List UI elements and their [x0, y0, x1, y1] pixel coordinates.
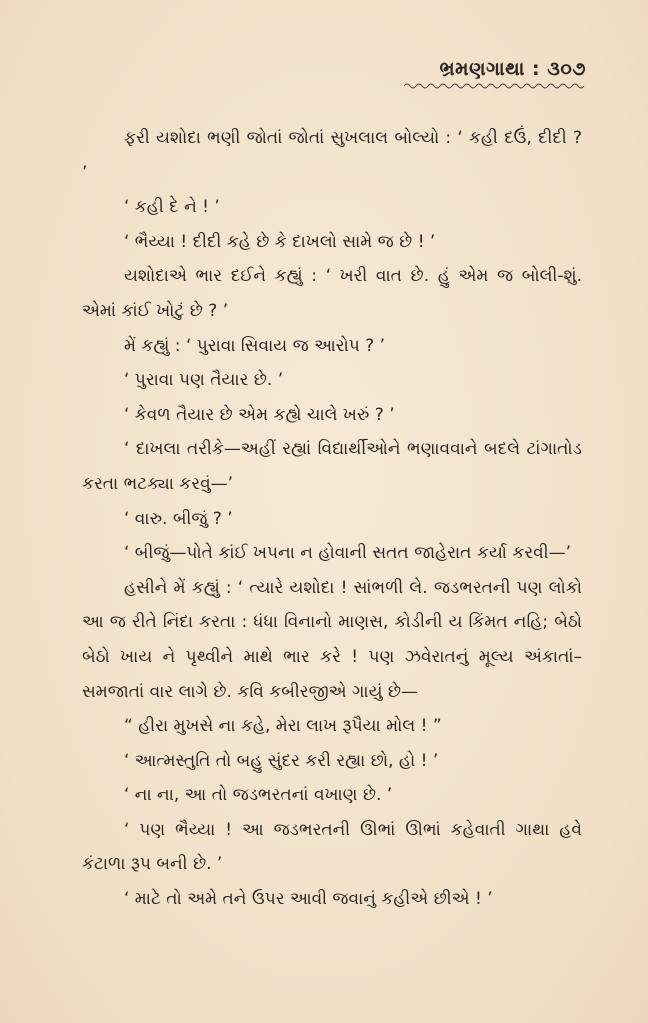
wavy-underline-ornament [404, 82, 586, 90]
paragraph: ‘ આત્મસ્તુતિ તો બહુ સુંદર કરી રહ્યા છો, હો ! ’ [124, 750, 439, 771]
paragraph: ફરી યશોદા ભણી જોતાં જોતાં સુખલાલ બોલ્યો : ‘ કહી દઉં, દીદી ? ’ [82, 128, 582, 183]
paragraph: ‘ કેવળ તૈયાર છે એમ કહ્યે ચાલે ખરું ? ’ [124, 404, 395, 425]
paragraph: ‘ દાખલા તરીકે—અહીં રહ્યાં વિદ્યાર્થીઓને ભણાવવાને બદલે ટાંગાતોડ કરતા ભટક્યા કરવું—’ [82, 439, 582, 494]
running-header [404, 58, 586, 90]
body-text [82, 121, 582, 917]
paragraph: ‘ બીજું—પોતે કાંઈ ખપના ન હોવાની સતત જાહેરાત કર્યા કરવી—’ [124, 543, 571, 564]
paragraph: ‘ પુરાવા પણ તૈયાર છે. ’ [124, 370, 284, 391]
paragraph: ‘ પણ ભૈય્યા ! આ જડભરતની ઊભાં ઊભાં કહેવાતી ગાથા હવે કંટાળા રૂપ બની છે. ’ [82, 819, 582, 875]
paragraph: ‘ વારુ. બીજું ? ’ [124, 508, 233, 529]
paragraph: યશોદાએ ભાર દઈને કહ્યું : ‘ ખરી વાત છે. હું એમ જ બોલી-શું. એમાં કાંઈ ખોટું છે ? ’ [82, 266, 582, 321]
paragraph: ‘ માટે તો અમે તને ઉપર આવી જવાનું કહીએ છીએ ! ’ [124, 889, 493, 910]
running-title: ભ્રમણગાથા : ૩૦૭ [439, 58, 586, 80]
paragraph: ‘ કહી દે ને ! ’ [124, 197, 220, 218]
paragraph: ‘ ના ના, આ તો જડભરતનાં વખાણ છે. ’ [124, 785, 393, 806]
paragraph: ‘ ભૈય્યા ! દીદી કહે છે કે દાખલો સામે જ છે ! ’ [124, 231, 436, 252]
verse-quote: “ હીરા મુખસે ના કહે, મેરા લાખ રૂપૈયા મોલ ! ” [124, 716, 442, 737]
paragraph: હસીને મેં કહ્યું : ‘ ત્યારે યશોદા ! સાંભળી લે. જડભરતની પણ લોકો આ જ રીતે નિંદા કરતા : ધંધા વિનાનો માણસ, કોડીની ય કિંમત નહિ; બેઠો બેઠો ખાય ને પૃથ્વીને માથે ભાર કરે ! પણ ઝવેરાતનું મૂલ્ય અંકાતાં–સમજાતાં વાર લાગે છે. કવિ કબીરજીએ ગાયું છે— [82, 577, 582, 702]
paragraph: મેં કહ્યું : ‘ પુરાવા સિવાય જ આરોપ ? ’ [124, 335, 386, 356]
